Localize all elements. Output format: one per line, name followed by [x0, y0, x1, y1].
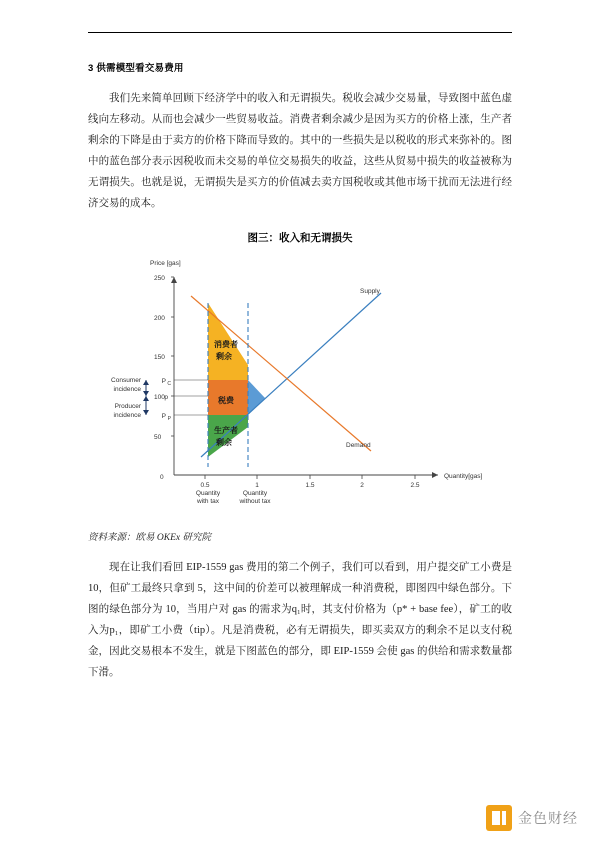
x-axis-arrow [432, 472, 438, 478]
tax-revenue-label: 税费 [218, 396, 234, 405]
watermark-logo-icon [486, 805, 512, 831]
svg-text:1.5: 1.5 [305, 482, 315, 489]
quantity-with-tax-label: Quantity [195, 490, 221, 497]
figure-chart [88, 251, 512, 519]
x-axis-title: Quantity[gas] [444, 473, 483, 480]
consumer-surplus-label-2: 剩余 [216, 352, 232, 361]
svg-text:2.5: 2.5 [410, 482, 420, 489]
producer-surplus-label: 生产者 [214, 426, 238, 435]
x-tick-labels [200, 475, 419, 489]
watermark [486, 805, 578, 831]
svg-text:50: 50 [154, 434, 162, 441]
price-markers [162, 378, 208, 422]
producer-incidence-label: Producer [114, 403, 141, 410]
consumer-incidence-label: Consumer [111, 377, 141, 384]
demand-label: Demand [346, 442, 371, 449]
producer-surplus-area-2 [208, 415, 248, 457]
document-content [88, 60, 512, 695]
figure-title: 图三：收入和无谓损失 [247, 232, 353, 244]
svg-text:0.5: 0.5 [200, 482, 210, 489]
svg-text:200: 200 [154, 315, 165, 322]
svg-text:100: 100 [154, 394, 165, 401]
y-axis-arrow [171, 277, 177, 283]
top-rule [88, 32, 512, 33]
svg-text:incidence: incidence [113, 412, 141, 419]
svg-text:2: 2 [360, 482, 364, 489]
svg-text:1: 1 [255, 482, 259, 489]
consumer-surplus-area-2 [208, 365, 248, 380]
price-pc-label: P [161, 378, 166, 385]
svg-text:C: C [167, 381, 171, 387]
svg-text:0: 0 [160, 474, 164, 481]
consumer-surplus-label: 消费者 [214, 340, 238, 349]
svg-text:incidence: incidence [113, 386, 141, 393]
paragraph-2: 现在让我们看回 EIP-1559 gas 费用的第二个例子，我们可以看到，用户提交矿工小费是 10，但矿工最终只拿到 5，这中间的价差可以被理解成一种消费税，即图四中绿色部分。下图的绿色部分为 10，当用户对 gas 的需求为q₁时，其支付价格为（p* + base fee），矿工的收入为p₁，即矿工小费（tip）。凡是消费税，必有无谓损失，即买卖双方的剩余不足以支付税金，因此交易根本不发生，就是下图蓝色的部分，即 EIP-1559 会使 gas 的供给和需求数量都下滑。 [88, 562, 512, 678]
svg-text:with tax: with tax [196, 498, 220, 505]
quantity-without-tax-label: Quantity [242, 490, 268, 497]
producer-surplus-label-2: 剩余 [216, 438, 232, 447]
section-heading: 3 供需模型看交易费用 [88, 63, 184, 74]
incidence-brackets [111, 377, 149, 419]
svg-text:without tax: without tax [239, 498, 271, 505]
watermark-text: 金色财经 [518, 810, 578, 826]
source-note: 资料来源：欧易 OKEx 研究院 [88, 533, 211, 543]
svg-text:150: 150 [154, 354, 165, 361]
svg-text:250: 250 [154, 275, 165, 282]
deadweight-loss-area [248, 380, 265, 415]
supply-label: Supply [360, 288, 380, 295]
price-pp-label: P [161, 413, 166, 420]
svg-text:P: P [167, 416, 171, 422]
paragraph-1: 我们先来简单回顾下经济学中的收入和无谓损失。税收会减少交易量，导致图中蓝色虚线向左移动。从而也会减少一些贸易收益。消费者剩余减少是因为买方的价格上涨，生产者剩余的下降是由于卖方的价格下降而导致的。其中的一些损失是以税收的形式来弥补的。图中的蓝色部分表示因税收而未交易的单位交易损失的收益，这些从贸易中损失的收益被称为无谓损失。也就是说，无谓损失是买方的价值减去卖方国税收或其他市场干扰而无法进行经济交易的成本。 [88, 93, 512, 209]
price-p-label: p [164, 394, 168, 401]
y-axis-title: Price [gas] [150, 260, 181, 267]
